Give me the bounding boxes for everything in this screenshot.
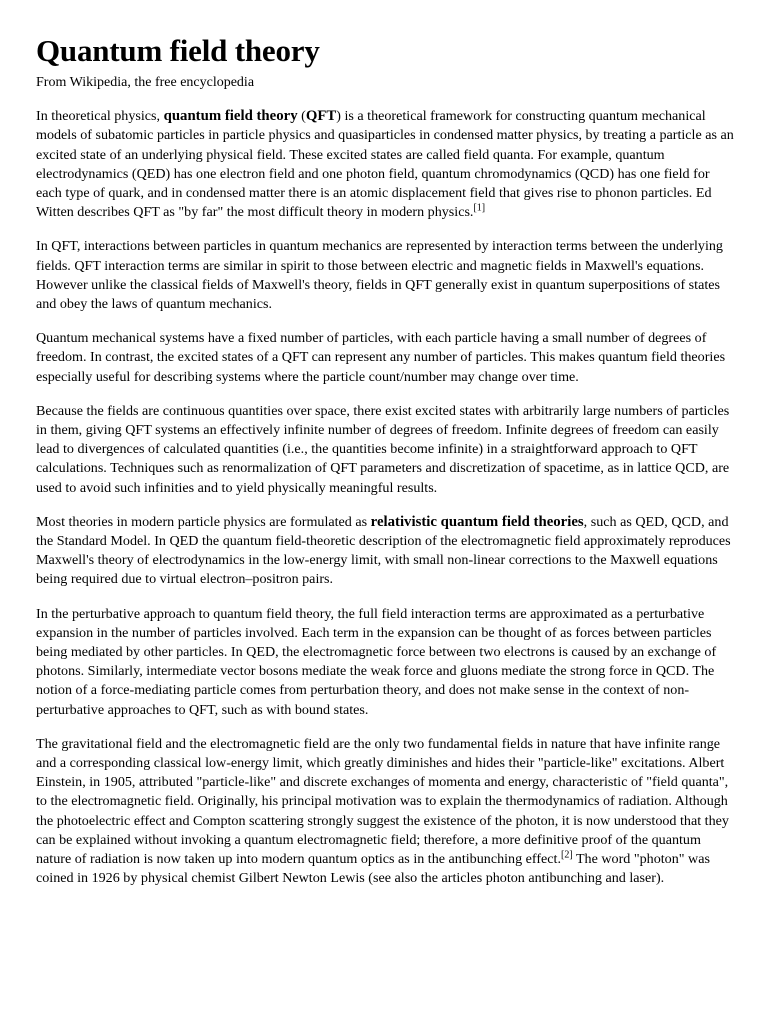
paragraph-1: [36, 107, 734, 222]
page-title: Quantum field theory: [36, 33, 320, 68]
paragraph-1-text-a: In theoretical physics,: [36, 108, 164, 125]
paragraph-7: [36, 735, 734, 889]
reference-2: [2]: [561, 849, 573, 861]
paragraph-6: In the perturbative approach to quantum field theory, the full field interaction terms are approximated as a perturbative expansion in the number of particles involved. Each term in the expansion can be thought of as forces between particles being mediated by other particles. In QED, the electromagnetic force between two electrons is caused by an exchange of photons. Similarly, intermediate vector bosons mediate the weak force and gluons mediate the strong force in QCD. The notion of a force-mediating particle comes from perturbation theory, and does not make sense in the context of non-perturbative approaches to QFT, such as with bound states.: [36, 605, 717, 718]
page-subtitle: From Wikipedia, the free encyclopedia: [36, 75, 255, 91]
term-relativistic-qft: relativistic quantum field theories: [370, 513, 584, 530]
term-quantum-field-theory: quantum field theory: [163, 108, 298, 125]
paragraph-3: Quantum mechanical systems have a fixed number of particles, with each particle having a small number of degrees of freedom. In contrast, the excited states of a QFT can represent any number of particles. This makes quantum field theories especially useful for describing systems where the particle count/number may change over time.: [36, 330, 726, 385]
paragraph-1-text-c: (: [297, 108, 306, 125]
paragraph-5-text-a: Most theories in modern particle physics are formulated as: [36, 513, 371, 530]
paragraph-2: In QFT, interactions between particles in quantum mechanics are represented by interaction terms between the underlying fields. QFT interaction terms are similar in spirit to those between electric and magnetic fields in Maxwell's equations. However unlike the classical fields of Maxwell's theory, fields in QFT generally exist in quantum superpositions of states and obey the laws of quantum mechanics.: [36, 238, 723, 313]
paragraph-5: [36, 513, 734, 590]
reference-1: [1]: [473, 202, 486, 214]
paragraph-5-text-c: , such as QED, QCD, and the Standard Model. In QED the quantum field-theoretic description of the electromagnetic field approximately reproduces Maxwell's theory of electrodynamics in the low-energy limit, with small non-linear corrections to the Maxwell equations being required due to virtual electron–positron pairs.: [36, 513, 731, 588]
paragraph-7-text-b: The word "photon" was coined in 1926 by physical chemist Gilbert Newton Lewis (see also the articles photon antibunching and laser).: [36, 851, 710, 887]
paragraph-4: Because the fields are continuous quantities over space, there exist excited states with arbitrarily large numbers of particles in them, giving QFT systems an effectively infinite number of degrees of freedom. Infinite degrees of freedom can easily lead to divergences of calculated quantities (i.e., the quantities become infinite) in a straightforward approach to QFT calculations. Techniques such as renormalization of QFT parameters and discretization of spacetime, as in lattice QCD, are used to avoid such infinities and to yield physically meaningful results.: [36, 402, 730, 496]
paragraph-7-text-a: The gravitational field and the electromagnetic field are the only two fundamental fields in nature that have infinite range and a corresponding classical low-energy limit, which greatly diminishes and hides their "particle-like" excitations. Albert Einstein, in 1905, attributed "particle-like" and discrete exchanges of momenta and energy, characteristic of "field quanta", to the electromagnetic field. Originally, his principal motivation was to explain the thermodynamics of radiation. Although the photoelectric effect and Compton scattering strongly suggest the existence of the photon, it is now understood that they can be explained without invoking a quantum electromagnetic field; therefore, a more definitive proof of the quantum nature of radiation is now taken up into modern quantum optics as in the antibunching effect.: [36, 735, 729, 868]
term-qft: QFT: [305, 108, 337, 125]
paragraph-1-text-e: ) is a theoretical framework for constructing quantum mechanical models of subatomic particles in particle physics and quasiparticles in condensed matter physics, by treating a particle as an excited state of an underlying physical field. These excited states are called field quanta. For example, quantum electrodynamics (QED) has one electron field and one photon field, quantum chromodynamics (QCD) has one field for each type of quark, and in condensed matter there is an atomic displacement field that gives rise to phonon particles. Ed Witten describes QFT as "by far" the most difficult theory in modern physics.: [36, 108, 734, 221]
